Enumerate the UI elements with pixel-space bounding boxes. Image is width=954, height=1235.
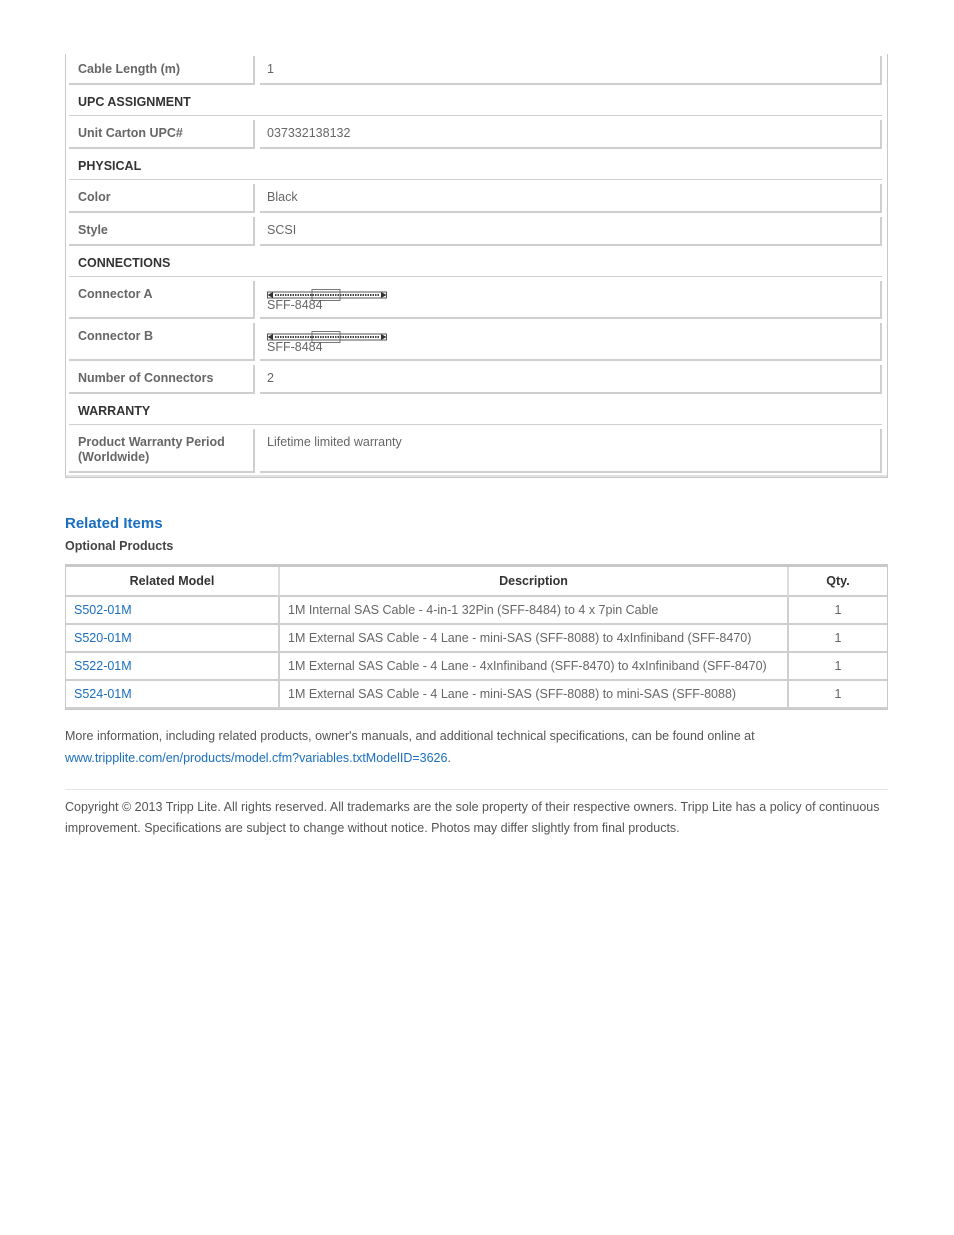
footer-divider: [65, 789, 888, 790]
model-cell: [66, 653, 280, 681]
model-cell: [66, 681, 280, 709]
spec-row-warranty: [69, 429, 882, 473]
related-products-table: [65, 564, 888, 710]
spec-row-cable-length: [69, 56, 882, 85]
spec-label: Color: [69, 184, 255, 213]
spec-row-style: [69, 217, 882, 246]
section-heading-physical: PHYSICAL: [69, 153, 882, 180]
spec-value: 037332138132: [260, 120, 882, 149]
spec-row-connector-b: [69, 323, 882, 361]
column-header-qty: Qty.: [789, 567, 887, 597]
description-cell: 1M External SAS Cable - 4 Lane - mini-SAS (SFF-8088) to mini-SAS (SFF-8088): [280, 681, 789, 709]
copyright-text: Copyright © 2013 Tripp Lite. All rights reserved. All trademarks are the sole property of their respective owners. Tripp Lite has a policy of continuous improvement. Specifications are subject to change without notice. Photos may differ slightly from final products.: [65, 800, 880, 835]
spec-value: 2: [260, 365, 882, 394]
product-page-link[interactable]: www.tripplite.com/en/products/model.cfm?variables.txtModelID=3626: [65, 751, 448, 765]
page-content: [65, 54, 888, 839]
link-suffix: .: [447, 751, 451, 765]
spec-label: Connector A: [69, 281, 255, 319]
description-cell: 1M Internal SAS Cable - 4-in-1 32Pin (SFF-8484) to 4 x 7pin Cable: [280, 597, 789, 625]
optional-products-subheading: Optional Products: [65, 539, 174, 553]
related-items-heading: Related Items: [65, 515, 163, 532]
spec-row-num-connectors: [69, 365, 882, 394]
spec-value: [260, 281, 882, 319]
description-cell: 1M External SAS Cable - 4 Lane - mini-SAS (SFF-8088) to 4xInfiniband (SFF-8470): [280, 625, 789, 653]
section-heading-warranty: WARRANTY: [69, 398, 882, 425]
more-info-text: [65, 725, 888, 769]
more-info-sentence: More information, including related products, owner's manuals, and additional technical specifications, can be found online at: [65, 729, 755, 743]
model-cell: [66, 597, 280, 625]
spec-value: SCSI: [260, 217, 882, 246]
model-link[interactable]: S502-01M: [74, 603, 132, 617]
spec-label: Connector B: [69, 323, 255, 361]
column-header-model: Related Model: [66, 567, 280, 597]
model-link[interactable]: S524-01M: [74, 687, 132, 701]
table-row: [66, 625, 887, 653]
spec-value: [260, 323, 882, 361]
table-row: [66, 653, 887, 681]
spec-value: Lifetime limited warranty: [260, 429, 882, 473]
connector-caption: SFF-8484: [267, 340, 323, 354]
qty-cell: 1: [789, 625, 887, 653]
spec-label: Product Warranty Period (Worldwide): [69, 429, 255, 473]
column-header-description: Description: [280, 567, 789, 597]
spec-table: [65, 54, 888, 478]
model-link[interactable]: S522-01M: [74, 659, 132, 673]
description-cell: 1M External SAS Cable - 4 Lane - 4xInfiniband (SFF-8470) to 4xInfiniband (SFF-8470): [280, 653, 789, 681]
model-link[interactable]: S520-01M: [74, 631, 132, 645]
spec-label: Cable Length (m): [69, 56, 255, 85]
table-row: [66, 681, 887, 709]
spec-value: Black: [260, 184, 882, 213]
qty-cell: 1: [789, 681, 887, 709]
section-heading-connections: CONNECTIONS: [69, 250, 882, 277]
qty-cell: 1: [789, 653, 887, 681]
section-heading-upc: UPC ASSIGNMENT: [69, 89, 882, 116]
table-header-row: [66, 567, 887, 597]
spec-row-connector-a: [69, 281, 882, 319]
spec-value: 1: [260, 56, 882, 85]
model-cell: [66, 625, 280, 653]
spec-row-color: [69, 184, 882, 213]
table-row: [66, 597, 887, 625]
qty-cell: 1: [789, 597, 887, 625]
spec-label: Unit Carton UPC#: [69, 120, 255, 149]
connector-caption: SFF-8484: [267, 298, 323, 312]
spec-row-upc: [69, 120, 882, 149]
spec-label: Number of Connectors: [69, 365, 255, 394]
spec-label: Style: [69, 217, 255, 246]
